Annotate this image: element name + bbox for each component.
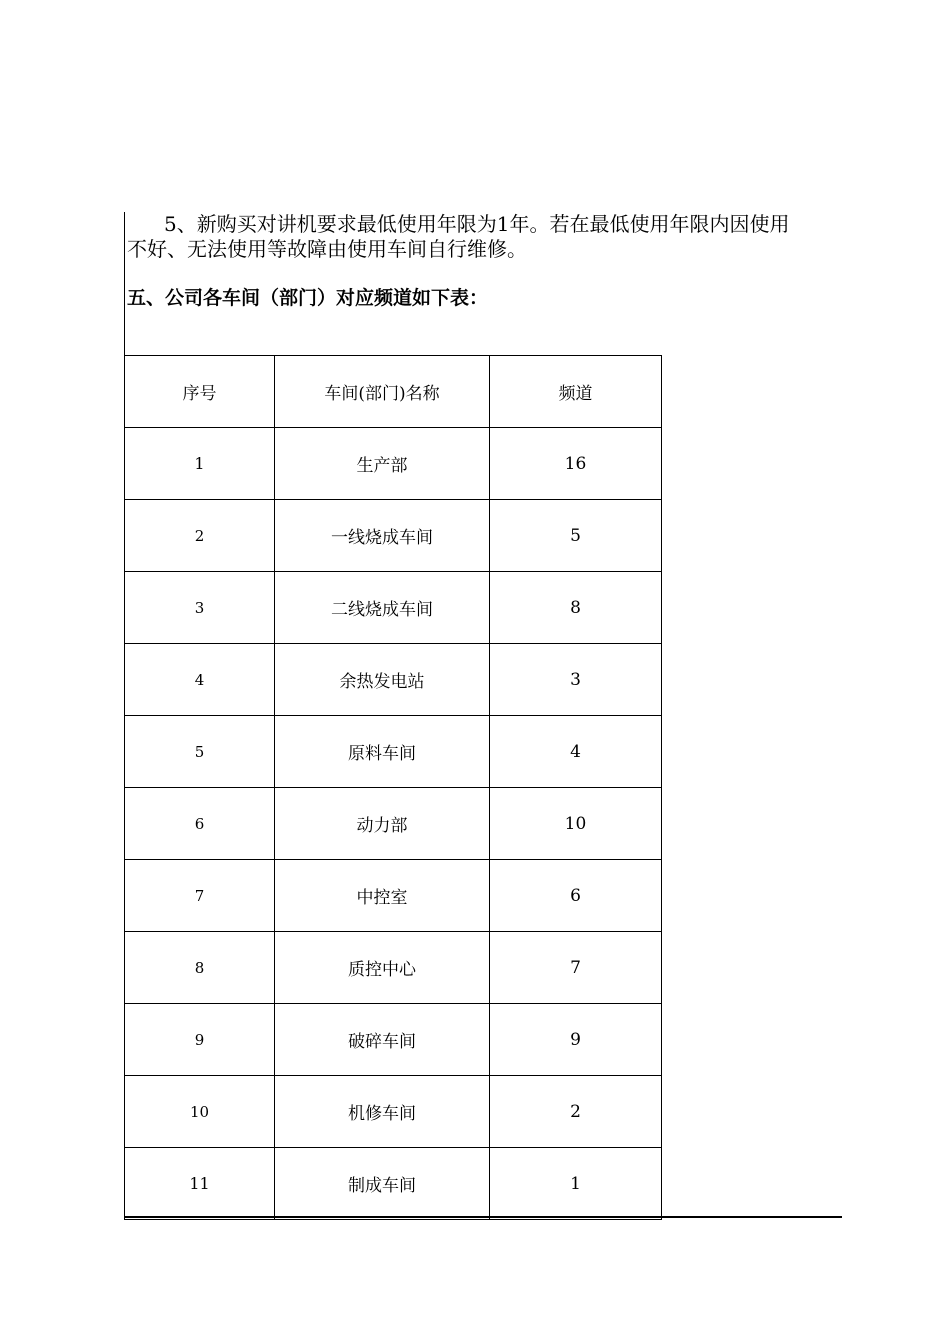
row-channel: 9 (490, 1004, 662, 1076)
row-channel: 8 (490, 572, 662, 644)
row-channel: 5 (490, 500, 662, 572)
row-channel: 6 (490, 860, 662, 932)
row-index: 11 (125, 1148, 275, 1220)
table-header-row (125, 356, 662, 428)
table-row (125, 644, 662, 716)
table-row (125, 428, 662, 500)
row-department: 中控室 (275, 860, 490, 932)
table-row (125, 500, 662, 572)
paragraph-line-2: 不好、无法使用等故障由使用车间自行维修。 (127, 237, 527, 261)
row-index: 2 (125, 500, 275, 572)
row-department: 二线烧成车间 (275, 572, 490, 644)
table-row (125, 1076, 662, 1148)
row-department: 破碎车间 (275, 1004, 490, 1076)
row-channel: 7 (490, 932, 662, 1004)
row-channel: 16 (490, 428, 662, 500)
row-index: 8 (125, 932, 275, 1004)
row-department: 生产部 (275, 428, 490, 500)
table-row (125, 1004, 662, 1076)
row-department: 制成车间 (275, 1148, 490, 1220)
row-department: 余热发电站 (275, 644, 490, 716)
row-department: 机修车间 (275, 1076, 490, 1148)
row-index: 4 (125, 644, 275, 716)
header-index: 序号 (125, 356, 275, 428)
table-row (125, 932, 662, 1004)
row-index: 1 (125, 428, 275, 500)
row-index: 3 (125, 572, 275, 644)
row-index: 10 (125, 1076, 275, 1148)
row-channel: 4 (490, 716, 662, 788)
section-heading: 五、公司各车间（部门）对应频道如下表： (127, 287, 489, 309)
rule-paragraph-5 (127, 212, 842, 264)
row-index: 9 (125, 1004, 275, 1076)
row-department: 质控中心 (275, 932, 490, 1004)
row-index: 7 (125, 860, 275, 932)
table-row (125, 716, 662, 788)
row-channel: 2 (490, 1076, 662, 1148)
row-department: 原料车间 (275, 716, 490, 788)
row-department: 动力部 (275, 788, 490, 860)
table-row (125, 1148, 662, 1220)
row-channel: 10 (490, 788, 662, 860)
row-index: 5 (125, 716, 275, 788)
row-channel: 3 (490, 644, 662, 716)
table-row (125, 860, 662, 932)
table-row (125, 788, 662, 860)
header-department: 车间(部门)名称 (275, 356, 490, 428)
header-channel: 频道 (490, 356, 662, 428)
row-channel: 1 (490, 1148, 662, 1220)
channel-table (124, 355, 662, 1220)
paragraph-line-1: 5、新购买对讲机要求最低使用年限为1年。若在最低使用年限内因使用 (164, 212, 790, 236)
table-row (125, 572, 662, 644)
row-department: 一线烧成车间 (275, 500, 490, 572)
row-index: 6 (125, 788, 275, 860)
